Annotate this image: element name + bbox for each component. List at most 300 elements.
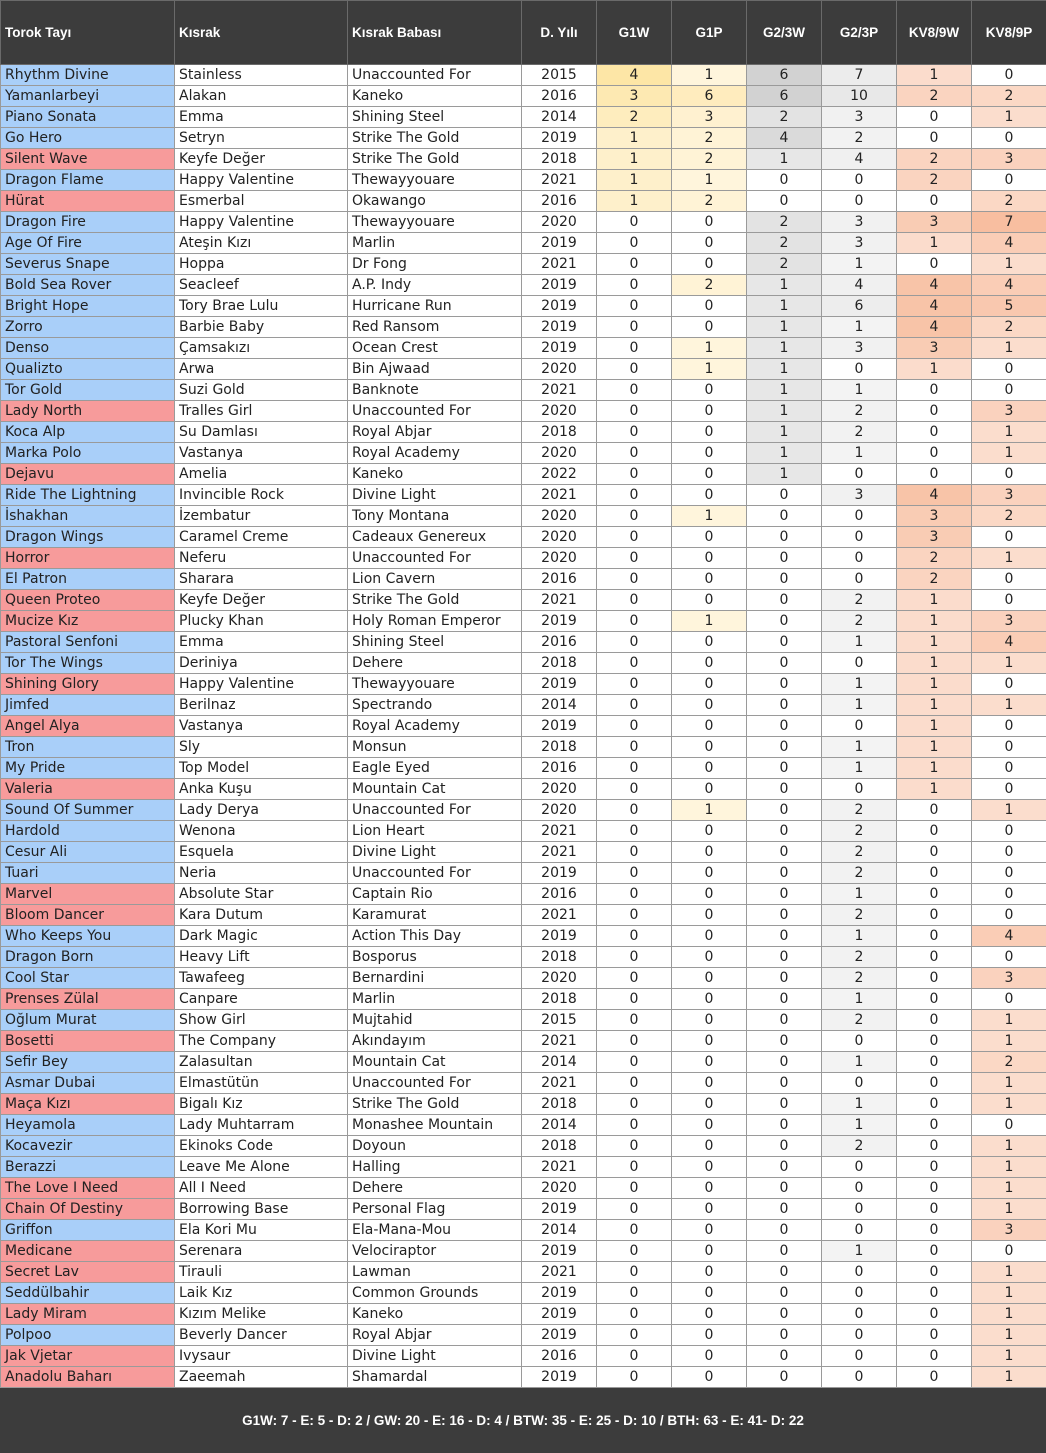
dam-name: Dark Magic (175, 926, 348, 947)
birth-year: 2021 (522, 821, 597, 842)
g1w-value: 0 (597, 1115, 672, 1136)
table-row (1, 1241, 1046, 1262)
g1w-value: 0 (597, 653, 672, 674)
g23w-value: 0 (747, 653, 822, 674)
damsire-name: Royal Academy (348, 716, 522, 737)
g1w-value: 0 (597, 674, 672, 695)
birth-year: 2019 (522, 275, 597, 296)
birth-year: 2014 (522, 107, 597, 128)
kv89w-value: 0 (897, 1346, 972, 1367)
g23w-value: 2 (747, 233, 822, 254)
kv89w-value: 0 (897, 1157, 972, 1178)
dam-name: Ivysaur (175, 1346, 348, 1367)
g1p-value: 0 (672, 569, 747, 590)
g23p-value: 1 (822, 1052, 897, 1073)
g1w-value: 0 (597, 1136, 672, 1157)
birth-year: 2018 (522, 653, 597, 674)
dam-name: Barbie Baby (175, 317, 348, 338)
g1p-value: 0 (672, 653, 747, 674)
kv89p-value: 1 (972, 1178, 1046, 1199)
table-row (1, 1346, 1046, 1367)
g1p-value: 0 (672, 1052, 747, 1073)
damsire-name: Strike The Gold (348, 149, 522, 170)
table-row (1, 758, 1046, 779)
birth-year: 2020 (522, 506, 597, 527)
birth-year: 2019 (522, 128, 597, 149)
kv89p-value: 1 (972, 1304, 1046, 1325)
dam-name: Esquela (175, 842, 348, 863)
birth-year: 2016 (522, 191, 597, 212)
g23p-value: 2 (822, 968, 897, 989)
table-row (1, 1262, 1046, 1283)
kv89p-value: 4 (972, 233, 1046, 254)
col-header-birth-year: D. Yılı (522, 1, 597, 65)
g23w-value: 0 (747, 548, 822, 569)
kv89w-value: 0 (897, 401, 972, 422)
col-header-damsire: Kısrak Babası (348, 1, 522, 65)
g23w-value: 6 (747, 65, 822, 86)
horse-name: Tor Gold (1, 380, 175, 401)
kv89w-value: 0 (897, 1367, 972, 1388)
g23w-value: 0 (747, 695, 822, 716)
birth-year: 2021 (522, 380, 597, 401)
table-row (1, 1010, 1046, 1031)
damsire-name: Unaccounted For (348, 548, 522, 569)
header-row (1, 1, 1046, 65)
g1w-value: 0 (597, 485, 672, 506)
damsire-name: Unaccounted For (348, 1073, 522, 1094)
damsire-name: Shamardal (348, 1367, 522, 1388)
g23p-value: 2 (822, 905, 897, 926)
kv89w-value: 0 (897, 821, 972, 842)
birth-year: 2019 (522, 1199, 597, 1220)
kv89p-value: 1 (972, 338, 1046, 359)
kv89w-value: 0 (897, 254, 972, 275)
kv89p-value: 3 (972, 1220, 1046, 1241)
g23p-value: 0 (822, 548, 897, 569)
col-header-dam: Kısrak (175, 1, 348, 65)
g23w-value: 0 (747, 800, 822, 821)
birth-year: 2019 (522, 338, 597, 359)
g23w-value: 0 (747, 527, 822, 548)
birth-year: 2016 (522, 758, 597, 779)
kv89p-value: 3 (972, 485, 1046, 506)
damsire-name: Eagle Eyed (348, 758, 522, 779)
g1w-value: 0 (597, 380, 672, 401)
birth-year: 2019 (522, 863, 597, 884)
g23p-value: 0 (822, 170, 897, 191)
dam-name: Canpare (175, 989, 348, 1010)
birth-year: 2014 (522, 695, 597, 716)
g23p-value: 0 (822, 716, 897, 737)
g23p-value: 2 (822, 947, 897, 968)
damsire-name: Kaneko (348, 1304, 522, 1325)
table-row (1, 737, 1046, 758)
birth-year: 2022 (522, 464, 597, 485)
g1w-value: 0 (597, 716, 672, 737)
damsire-name: Common Grounds (348, 1283, 522, 1304)
kv89p-value: 0 (972, 779, 1046, 800)
kv89w-value: 4 (897, 275, 972, 296)
g1w-value: 0 (597, 1220, 672, 1241)
g1p-value: 0 (672, 1304, 747, 1325)
g1w-value: 0 (597, 1094, 672, 1115)
birth-year: 2021 (522, 254, 597, 275)
birth-year: 2020 (522, 443, 597, 464)
table-row (1, 401, 1046, 422)
g23w-value: 0 (747, 1031, 822, 1052)
birth-year: 2016 (522, 632, 597, 653)
g1p-value: 2 (672, 128, 747, 149)
g1p-value: 0 (672, 1220, 747, 1241)
dam-name: Setryn (175, 128, 348, 149)
dam-name: Borrowing Base (175, 1199, 348, 1220)
g23w-value: 0 (747, 884, 822, 905)
birth-year: 2019 (522, 1241, 597, 1262)
g1p-value: 0 (672, 1346, 747, 1367)
damsire-name: Royal Abjar (348, 422, 522, 443)
kv89w-value: 0 (897, 191, 972, 212)
horse-name: İshakhan (1, 506, 175, 527)
damsire-name: Lawman (348, 1262, 522, 1283)
kv89p-value: 3 (972, 149, 1046, 170)
birth-year: 2021 (522, 905, 597, 926)
kv89p-value: 0 (972, 1241, 1046, 1262)
kv89w-value: 0 (897, 443, 972, 464)
dam-name: Neferu (175, 548, 348, 569)
kv89w-value: 0 (897, 800, 972, 821)
horse-name: Seddülbahir (1, 1283, 175, 1304)
table-row (1, 695, 1046, 716)
damsire-name: Strike The Gold (348, 590, 522, 611)
g23p-value: 0 (822, 1199, 897, 1220)
g23w-value: 1 (747, 443, 822, 464)
g1w-value: 0 (597, 254, 672, 275)
g1w-value: 0 (597, 401, 672, 422)
damsire-name: Mountain Cat (348, 1052, 522, 1073)
g23w-value: 1 (747, 275, 822, 296)
g23w-value: 0 (747, 611, 822, 632)
g23w-value: 0 (747, 905, 822, 926)
g23p-value: 0 (822, 1220, 897, 1241)
g23p-value: 0 (822, 359, 897, 380)
g23p-value: 3 (822, 485, 897, 506)
kv89w-value: 0 (897, 1283, 972, 1304)
birth-year: 2021 (522, 485, 597, 506)
dam-name: Top Model (175, 758, 348, 779)
table-row (1, 212, 1046, 233)
g23p-value: 3 (822, 212, 897, 233)
kv89w-value: 3 (897, 338, 972, 359)
horse-name: Rhythm Divine (1, 65, 175, 86)
kv89p-value: 4 (972, 632, 1046, 653)
g1w-value: 0 (597, 1346, 672, 1367)
table-row (1, 1304, 1046, 1325)
kv89w-value: 0 (897, 128, 972, 149)
damsire-name: Divine Light (348, 485, 522, 506)
kv89p-value: 0 (972, 737, 1046, 758)
kv89p-value: 0 (972, 905, 1046, 926)
g23p-value: 0 (822, 1031, 897, 1052)
horse-name: Jimfed (1, 695, 175, 716)
horse-name: Tron (1, 737, 175, 758)
kv89w-value: 0 (897, 1262, 972, 1283)
g23p-value: 0 (822, 1367, 897, 1388)
g23p-value: 2 (822, 401, 897, 422)
g23w-value: 0 (747, 485, 822, 506)
kv89w-value: 1 (897, 758, 972, 779)
kv89p-value: 2 (972, 1052, 1046, 1073)
damsire-name: Royal Abjar (348, 1325, 522, 1346)
g23w-value: 0 (747, 989, 822, 1010)
g23p-value: 2 (822, 128, 897, 149)
g23p-value: 0 (822, 1178, 897, 1199)
dam-name: Amelia (175, 464, 348, 485)
horse-name: Cesur Ali (1, 842, 175, 863)
kv89p-value: 0 (972, 380, 1046, 401)
g23p-value: 1 (822, 1241, 897, 1262)
horse-name: Mucize Kız (1, 611, 175, 632)
g1w-value: 0 (597, 590, 672, 611)
horse-name: El Patron (1, 569, 175, 590)
g1w-value: 0 (597, 611, 672, 632)
g23w-value: 0 (747, 1367, 822, 1388)
dam-name: Ateşin Kızı (175, 233, 348, 254)
table-row (1, 569, 1046, 590)
dam-name: Tralles Girl (175, 401, 348, 422)
horse-name: Shining Glory (1, 674, 175, 695)
dam-name: Zaeemah (175, 1367, 348, 1388)
horse-name: Hürat (1, 191, 175, 212)
g23w-value: 0 (747, 842, 822, 863)
g23p-value: 1 (822, 1094, 897, 1115)
g23w-value: 0 (747, 926, 822, 947)
horse-name: Dragon Fire (1, 212, 175, 233)
g23p-value: 0 (822, 1073, 897, 1094)
g23w-value: 0 (747, 863, 822, 884)
g23p-value: 3 (822, 233, 897, 254)
table-row (1, 128, 1046, 149)
table-row (1, 1031, 1046, 1052)
kv89w-value: 0 (897, 1052, 972, 1073)
kv89p-value: 2 (972, 506, 1046, 527)
kv89w-value: 0 (897, 1220, 972, 1241)
kv89w-value: 1 (897, 65, 972, 86)
table-row (1, 968, 1046, 989)
damsire-name: Monsun (348, 737, 522, 758)
damsire-name: Tony Montana (348, 506, 522, 527)
kv89w-value: 1 (897, 653, 972, 674)
g1p-value: 1 (672, 338, 747, 359)
table-row (1, 443, 1046, 464)
g1w-value: 0 (597, 317, 672, 338)
g1p-value: 6 (672, 86, 747, 107)
g1w-value: 0 (597, 1262, 672, 1283)
col-header-kv89p: KV8/9P (972, 1, 1046, 65)
table-row (1, 1073, 1046, 1094)
kv89p-value: 1 (972, 800, 1046, 821)
damsire-name: Holy Roman Emperor (348, 611, 522, 632)
kv89w-value: 1 (897, 737, 972, 758)
horse-name: Berazzi (1, 1157, 175, 1178)
damsire-name: Thewayyouare (348, 170, 522, 191)
kv89w-value: 0 (897, 905, 972, 926)
table-row (1, 1115, 1046, 1136)
g23p-value: 3 (822, 338, 897, 359)
g23w-value: 0 (747, 1094, 822, 1115)
g1w-value: 0 (597, 1304, 672, 1325)
table-row (1, 989, 1046, 1010)
g1w-value: 0 (597, 1073, 672, 1094)
horse-name: Bosetti (1, 1031, 175, 1052)
g23w-value: 0 (747, 1325, 822, 1346)
table-row (1, 779, 1046, 800)
horse-name: Marka Polo (1, 443, 175, 464)
damsire-name: Strike The Gold (348, 128, 522, 149)
table-row (1, 1094, 1046, 1115)
table-row (1, 149, 1046, 170)
damsire-name: Unaccounted For (348, 863, 522, 884)
g23w-value: 0 (747, 1178, 822, 1199)
kv89p-value: 0 (972, 590, 1046, 611)
dam-name: Kızım Melike (175, 1304, 348, 1325)
g1p-value: 0 (672, 863, 747, 884)
horse-name: Pastoral Senfoni (1, 632, 175, 653)
g1p-value: 0 (672, 485, 747, 506)
g1p-value: 0 (672, 212, 747, 233)
g23p-value: 2 (822, 821, 897, 842)
g1w-value: 0 (597, 842, 672, 863)
damsire-name: Doyoun (348, 1136, 522, 1157)
horse-name: Secret Lav (1, 1262, 175, 1283)
horse-name: Dragon Flame (1, 170, 175, 191)
g1p-value: 1 (672, 170, 747, 191)
dam-name: Çamsakızı (175, 338, 348, 359)
g1p-value: 1 (672, 65, 747, 86)
damsire-name: Kaneko (348, 86, 522, 107)
g1p-value: 0 (672, 674, 747, 695)
dam-name: Tawafeeg (175, 968, 348, 989)
kv89w-value: 0 (897, 884, 972, 905)
birth-year: 2021 (522, 1073, 597, 1094)
kv89w-value: 2 (897, 170, 972, 191)
kv89p-value: 1 (972, 1262, 1046, 1283)
dam-name: Emma (175, 632, 348, 653)
kv89w-value: 3 (897, 506, 972, 527)
kv89w-value: 0 (897, 422, 972, 443)
kv89w-value: 1 (897, 359, 972, 380)
birth-year: 2016 (522, 884, 597, 905)
kv89p-value: 1 (972, 1346, 1046, 1367)
g23w-value: 0 (747, 1136, 822, 1157)
g23w-value: 2 (747, 212, 822, 233)
g23w-value: 0 (747, 170, 822, 191)
horse-name: Yamanlarbeyi (1, 86, 175, 107)
g1w-value: 0 (597, 527, 672, 548)
damsire-name: Mujtahid (348, 1010, 522, 1031)
dam-name: Lady Derya (175, 800, 348, 821)
dam-name: Sly (175, 737, 348, 758)
kv89p-value: 0 (972, 65, 1046, 86)
g1w-value: 1 (597, 170, 672, 191)
g1w-value: 0 (597, 1052, 672, 1073)
g1p-value: 2 (672, 275, 747, 296)
g1p-value: 0 (672, 905, 747, 926)
g1p-value: 0 (672, 233, 747, 254)
horse-name: Bold Sea Rover (1, 275, 175, 296)
dam-name: Happy Valentine (175, 212, 348, 233)
table-row (1, 254, 1046, 275)
birth-year: 2021 (522, 1157, 597, 1178)
g1w-value: 0 (597, 1031, 672, 1052)
horse-name: Horror (1, 548, 175, 569)
kv89w-value: 1 (897, 695, 972, 716)
kv89p-value: 0 (972, 989, 1046, 1010)
g1w-value: 0 (597, 548, 672, 569)
kv89w-value: 0 (897, 947, 972, 968)
horse-name: Prenses Zülal (1, 989, 175, 1010)
damsire-name: Strike The Gold (348, 1094, 522, 1115)
g1p-value: 1 (672, 506, 747, 527)
g1p-value: 0 (672, 1136, 747, 1157)
table-row (1, 170, 1046, 191)
dam-name: Stainless (175, 65, 348, 86)
g1p-value: 0 (672, 401, 747, 422)
birth-year: 2019 (522, 716, 597, 737)
kv89p-value: 0 (972, 1115, 1046, 1136)
g23p-value: 0 (822, 1304, 897, 1325)
damsire-name: Kaneko (348, 464, 522, 485)
kv89w-value: 0 (897, 1010, 972, 1031)
g23p-value: 2 (822, 842, 897, 863)
kv89w-value: 0 (897, 863, 972, 884)
table-row (1, 590, 1046, 611)
g23w-value: 1 (747, 149, 822, 170)
dam-name: Su Damlası (175, 422, 348, 443)
g23p-value: 1 (822, 632, 897, 653)
g1p-value: 0 (672, 1367, 747, 1388)
kv89p-value: 4 (972, 926, 1046, 947)
horse-name: Dragon Wings (1, 527, 175, 548)
horse-name: Severus Snape (1, 254, 175, 275)
kv89p-value: 1 (972, 548, 1046, 569)
g1p-value: 0 (672, 548, 747, 569)
table-row (1, 1367, 1046, 1388)
horse-name: Oğlum Murat (1, 1010, 175, 1031)
dam-name: İzembatur (175, 506, 348, 527)
g23p-value: 1 (822, 380, 897, 401)
g23w-value: 0 (747, 1115, 822, 1136)
g23p-value: 2 (822, 611, 897, 632)
kv89p-value: 0 (972, 569, 1046, 590)
kv89p-value: 0 (972, 947, 1046, 968)
kv89w-value: 1 (897, 590, 972, 611)
g23w-value: 4 (747, 128, 822, 149)
table-row (1, 926, 1046, 947)
g1w-value: 0 (597, 800, 672, 821)
g1p-value: 0 (672, 1325, 747, 1346)
g23w-value: 1 (747, 359, 822, 380)
damsire-name: Captain Rio (348, 884, 522, 905)
kv89p-value: 3 (972, 401, 1046, 422)
g1w-value: 0 (597, 1325, 672, 1346)
damsire-name: Marlin (348, 233, 522, 254)
g23w-value: 0 (747, 1199, 822, 1220)
kv89w-value: 4 (897, 296, 972, 317)
horse-name: Tuari (1, 863, 175, 884)
dam-name: Happy Valentine (175, 674, 348, 695)
table-row (1, 359, 1046, 380)
